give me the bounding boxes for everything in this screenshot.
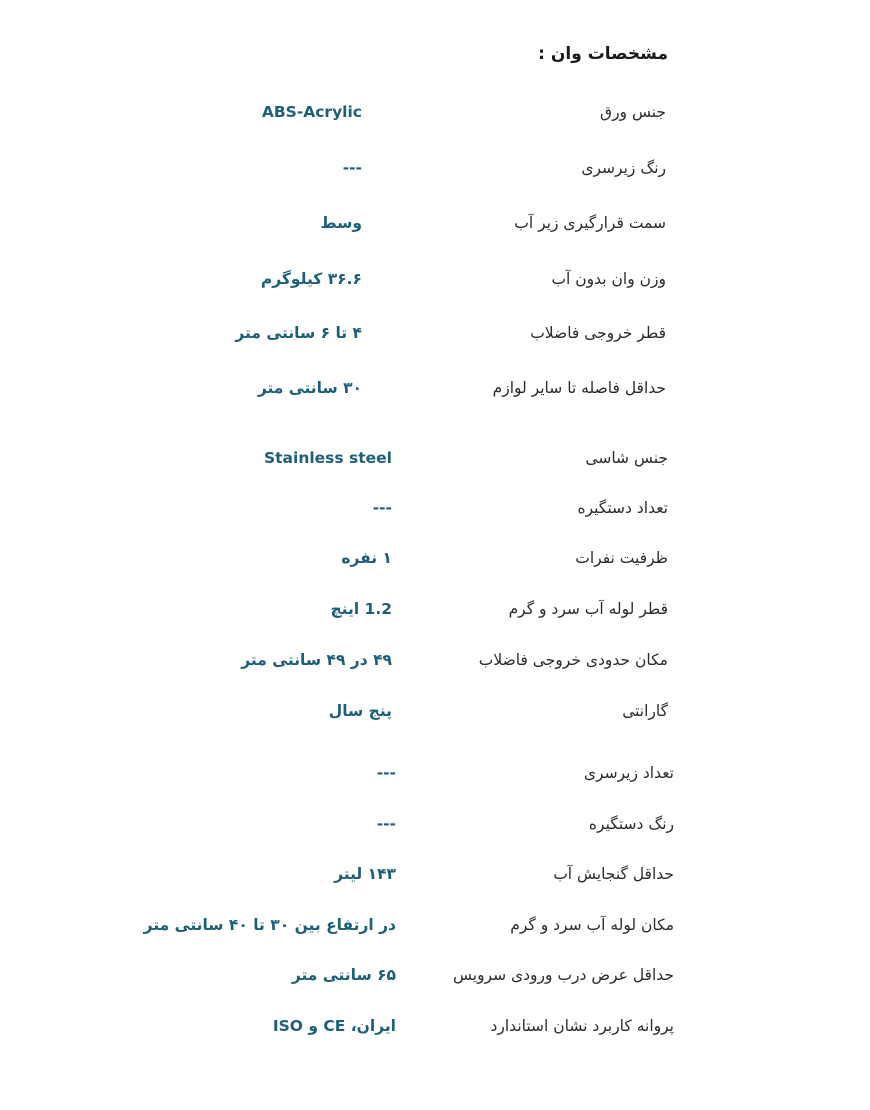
spec-row-min-door-width: [0, 960, 870, 990]
spec-row-pipe-location: [0, 910, 870, 940]
spec-label: ظرفیت نفرات: [575, 549, 668, 567]
spec-label: وزن وان بدون آب: [551, 270, 666, 288]
spec-label: حداقل فاصله تا سایر لوازم: [492, 379, 666, 397]
spec-value: ایران، CE و ISO: [272, 1017, 396, 1035]
spec-label: جنس ورق: [600, 103, 666, 121]
spec-value: پنج سال: [328, 702, 392, 720]
spec-label: مکان حدودی خروجی فاضلاب: [478, 651, 668, 669]
spec-row-pipe-diameter: [0, 594, 870, 624]
spec-row-standard-license: [0, 1011, 870, 1041]
spec-label: رنگ دستگیره: [588, 815, 674, 833]
spec-row-handle-count: [0, 493, 870, 523]
spec-value: ۶۵ سانتی متر: [291, 966, 396, 984]
spec-value: Stainless steel: [263, 449, 392, 467]
spec-label: پروانه کاربرد نشان استاندارد: [490, 1017, 674, 1035]
spec-row-dry-weight: [0, 264, 870, 294]
spec-label: سمت قرارگیری زیر آب: [514, 214, 666, 232]
spec-value: ---: [372, 499, 392, 517]
spec-label: قطر لوله آب سرد و گرم: [508, 600, 668, 618]
spec-row-handle-color: [0, 809, 870, 839]
spec-value: 1.2 اینچ: [330, 600, 392, 618]
spec-row-drain-location: [0, 645, 870, 675]
spec-value: ۳۶.۶ کیلوگرم: [260, 270, 362, 288]
spec-label: جنس شاسی: [585, 449, 668, 467]
spec-value: ۱ نفره: [341, 549, 392, 567]
spec-row-chassis-material: [0, 443, 870, 473]
spec-label: گارانتی: [622, 702, 668, 720]
spec-row-capacity: [0, 543, 870, 573]
spec-value: در ارتفاع بین ۳۰ تا ۴۰ سانتی متر: [143, 916, 396, 934]
spec-row-drain-diameter: [0, 318, 870, 348]
spec-value: ۳۰ سانتی متر: [257, 379, 362, 397]
spec-label: حداقل عرض درب ورودی سرویس: [453, 966, 674, 984]
spec-value: ۱۴۳ لیتر: [334, 865, 396, 883]
spec-label: تعداد دستگیره: [577, 499, 668, 517]
spec-value: ۴ تا ۶ سانتی متر: [235, 324, 362, 342]
spec-value: ---: [376, 815, 396, 833]
spec-row-min-clearance: [0, 373, 870, 403]
spec-row-warranty: [0, 696, 870, 726]
spec-label: رنگ زیرسری: [581, 159, 666, 177]
spec-value: ۴۹ در ۴۹ سانتی متر: [241, 651, 392, 669]
page-title: مشخصات وان :: [538, 44, 668, 64]
spec-row-sheet-material: [0, 97, 870, 127]
spec-value: وسط: [320, 214, 362, 232]
spec-value: ABS-Acrylic: [261, 103, 362, 121]
spec-row-drain-position: [0, 208, 870, 238]
spec-row-headrest-color: [0, 153, 870, 183]
spec-label: مکان لوله آب سرد و گرم: [510, 916, 674, 934]
spec-row-min-water-capacity: [0, 859, 870, 889]
spec-value: ---: [376, 764, 396, 782]
spec-label: قطر خروجی فاضلاب: [530, 324, 666, 342]
spec-label: حداقل گنجایش آب: [553, 865, 674, 883]
spec-value: ---: [342, 159, 362, 177]
spec-row-headrest-count: [0, 758, 870, 788]
spec-label: تعداد زیرسری: [583, 764, 674, 782]
